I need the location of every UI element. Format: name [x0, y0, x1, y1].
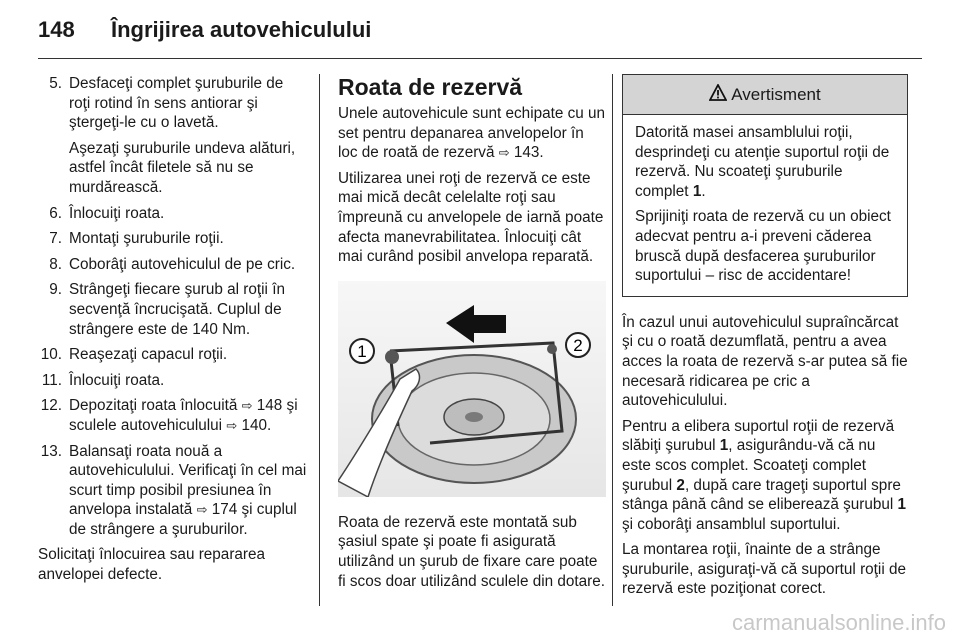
cross-reference-icon[interactable]: ⇨ [498, 145, 510, 161]
list-item: 13. Balansaţi roata nouă a autovehiculului. Verificaţi în cel mai scurt timp posibil presiunea în anvelopa instalată ⇨ 174 şi cuplul de strângere a şuruburilor. [40, 442, 307, 538]
section-heading: Roata de rezervă [338, 74, 523, 100]
column-right [622, 74, 908, 605]
warning-header [623, 75, 907, 115]
list-item: 7. Montaţi şuruburile roţii. [49, 230, 224, 248]
warning-title: Avertisment [731, 84, 821, 104]
page-title: Îngrijirea autovehiculului [111, 17, 372, 42]
warning-icon [709, 84, 727, 106]
column-middle [338, 74, 606, 597]
warning-body: Datorită masei ansamblului roţii, desprindeţi cu atenţie suportul roţii de rezervă. Nu scoateţi şuruburile complet 1. Sprijiniţi roata de rezervă cu un obiect adecvat pentru a-i preveni căderea bruscă după desfacerea şuruburilor suportului – risc de accidentare! [635, 124, 891, 285]
list-item: 12. Depozitaţi roata înlocuită ⇨ 148 şi sculele autovehiculului ⇨ 140. [40, 397, 298, 434]
list-item: 9. Strângeţi fiecare şurub al roţii în secvenţă încrucişată. Cuplul de strângere este de 140 Nm. [49, 281, 285, 338]
header-rule [38, 58, 922, 59]
column-divider [319, 74, 320, 606]
list-item: 10. Reaşezaţi capacul roţii. [40, 346, 228, 364]
cross-reference-icon[interactable]: ⇨ [226, 417, 238, 433]
list-item: 11. Înlocuiţi roata. [41, 371, 165, 389]
paragraph: Utilizarea unei roţi de rezervă ce este mai mică decât celelalte roţi sau împreună cu anvelopele de iarnă poate afecta manevrabilitatea. Înlocuiţi cât mai curând posibil anvelopa reparată. [338, 169, 604, 266]
list-item: 8. Coborâţi autovehiculul de pe cric. [49, 255, 296, 273]
cross-reference-icon[interactable]: ⇨ [196, 502, 208, 518]
warning-box [622, 74, 908, 297]
page-number: 148 [38, 17, 75, 42]
cross-reference-icon[interactable]: ⇨ [241, 398, 253, 414]
list-item: 6. Înlocuiţi roata. [49, 204, 165, 222]
paragraph: În cazul unui autovehiculul supraîncărcat şi cu o roată dezumflată, pentru a avea acces la roata de rezervă s-ar putea să fie necesară ridicarea pe cric a autovehiculului. [622, 313, 908, 410]
paragraph: Unele autovehicule sunt echipate cu un set pentru depanarea anvelopelor în loc de roată de rezervă ⇨ 143. [338, 105, 606, 162]
column-divider [612, 74, 613, 606]
column-left [38, 74, 308, 591]
spare-wheel-drawing [338, 281, 606, 497]
figure-label-2: 2 [573, 335, 583, 355]
spare-wheel-illustration [338, 281, 606, 497]
steps-list [38, 74, 308, 539]
paragraph: Roata de rezervă este montată sub şasiul spate şi poate fi asigurată utilizând un şurub de fixare care poate fi scos doar utilizând sculele din dotare. [338, 513, 605, 590]
page-header [38, 14, 922, 54]
list-item: 5. Desfaceţi complet şuruburile de roţi rotind în sens antiorar şi ştergeţi-le cu o lavetă. Aşezaţi şuruburile undeva alături, astfel încât filetele să nu se murdărească. [49, 75, 296, 196]
paragraph: Pentru a elibera suportul roţii de rezervă slăbiţi şurubul 1, asigurându-vă că nu este scos complet. Scoateţi complet şurubul 2, după care trageţi suportul spre stânga până când se eliberează şurubul 1 şi coborâţi ansamblul suportului. [622, 417, 907, 533]
watermark: carmanualsonline.info [731, 610, 946, 635]
paragraph: La montarea roţii, înainte de a strânge şuruburile, asiguraţi-vă că suportul roţii de rezervă este poziţionat corect. [622, 541, 906, 598]
closing-paragraph: Solicitaţi înlocuirea sau repararea anvelopei defecte. [38, 546, 266, 584]
figure-label-1: 1 [357, 341, 367, 361]
